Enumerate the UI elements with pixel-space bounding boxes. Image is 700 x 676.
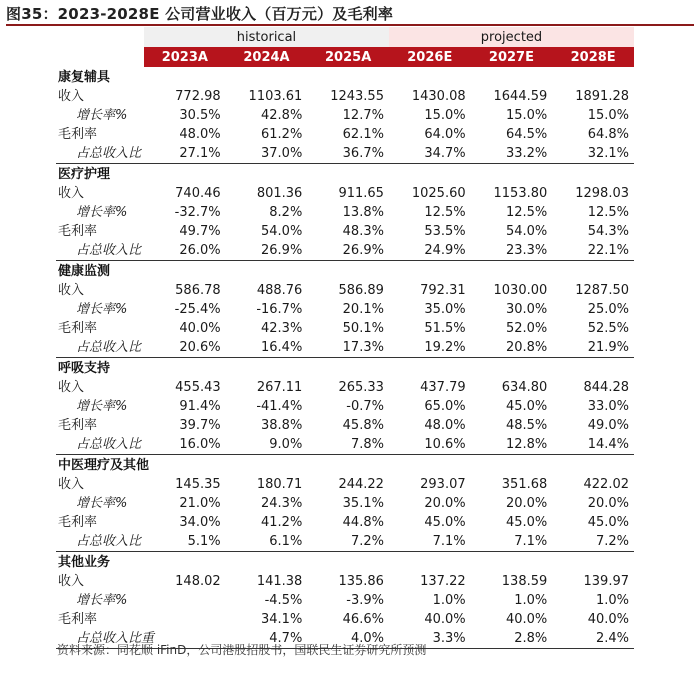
value-cell: 7.1% bbox=[514, 534, 548, 549]
blank-cell bbox=[307, 358, 389, 379]
table-row bbox=[56, 222, 634, 241]
value-cell: 46.6% bbox=[342, 612, 384, 627]
table-row bbox=[56, 591, 634, 610]
row-label: 占总收入比 bbox=[76, 534, 142, 549]
value-cell bbox=[144, 591, 226, 610]
value-cell: 141.38 bbox=[256, 574, 303, 589]
value-cell: 41.2% bbox=[261, 515, 303, 530]
year-header: 2023A bbox=[144, 47, 226, 67]
value-cell: 45.0% bbox=[424, 515, 466, 530]
row-label: 占总收入比重 bbox=[56, 629, 144, 649]
value-cell: 267.11 bbox=[256, 380, 303, 395]
value-cell: 14.4% bbox=[587, 437, 629, 452]
row-label: 收入 bbox=[58, 380, 85, 395]
blank-cell bbox=[552, 261, 634, 282]
blank-cell bbox=[471, 164, 553, 185]
section-title: 中医理疗及其他 bbox=[56, 455, 144, 476]
value-cell: 586.89 bbox=[338, 283, 384, 298]
figure-title: 图35：2023-2028E 公司营业收入（百万元）及毛利率 bbox=[6, 5, 394, 23]
section-header-row bbox=[56, 67, 634, 87]
historical-label: historical bbox=[144, 27, 389, 47]
row-label: 毛利率 bbox=[58, 321, 98, 336]
section-title: 康复辅具 bbox=[58, 69, 111, 85]
table-row bbox=[56, 338, 634, 358]
value-cell: 12.5% bbox=[587, 205, 629, 220]
value-cell: 20.8% bbox=[505, 340, 548, 355]
table-row bbox=[56, 494, 634, 513]
blank-cell bbox=[471, 261, 553, 282]
value-cell: 9.0% bbox=[269, 437, 303, 452]
table-row bbox=[56, 532, 634, 552]
blank-cell bbox=[307, 261, 389, 282]
value-cell: 12.5% bbox=[424, 205, 466, 220]
row-label: 增长率% bbox=[76, 205, 128, 220]
year-header-row bbox=[56, 47, 634, 67]
value-cell: 48.3% bbox=[342, 224, 384, 239]
table-row bbox=[56, 125, 634, 144]
value-cell: 801.36 bbox=[256, 186, 303, 201]
value-cell: 20.0% bbox=[424, 496, 466, 511]
value-cell: 145.35 bbox=[175, 477, 221, 492]
value-cell: 1153.80 bbox=[493, 186, 548, 201]
value-cell: 42.8% bbox=[261, 108, 303, 123]
value-cell: 21.9% bbox=[587, 340, 629, 355]
value-cell: 48.0% bbox=[424, 418, 466, 433]
value-cell: 42.3% bbox=[261, 321, 303, 336]
value-cell: 1891.28 bbox=[575, 89, 629, 104]
value-cell: 137.22 bbox=[420, 574, 466, 589]
section-header-row bbox=[56, 164, 634, 185]
blank-cell bbox=[144, 358, 226, 379]
row-label: 增长率% bbox=[76, 593, 128, 608]
blank-cell bbox=[144, 552, 226, 573]
row-label: 毛利率 bbox=[58, 127, 98, 142]
value-cell: -4.5% bbox=[264, 593, 303, 608]
value-cell: 54.0% bbox=[261, 224, 303, 239]
value-cell: 437.79 bbox=[420, 380, 466, 395]
section-title: 其他业务 bbox=[56, 552, 144, 573]
value-cell: 1030.00 bbox=[493, 283, 548, 298]
value-cell: 23.3% bbox=[505, 243, 548, 258]
blank-cell bbox=[389, 164, 471, 185]
blank-cell bbox=[226, 358, 308, 379]
blank-cell bbox=[226, 164, 308, 185]
blank-cell bbox=[552, 552, 634, 573]
row-label: 收入 bbox=[58, 477, 85, 492]
value-cell: 53.5% bbox=[424, 224, 466, 239]
value-cell: 4.7% bbox=[226, 629, 308, 649]
value-cell: 20.6% bbox=[179, 340, 221, 355]
value-cell: 64.8% bbox=[587, 127, 629, 142]
blank-cell bbox=[389, 358, 471, 379]
value-cell: 3.3% bbox=[389, 629, 471, 649]
value-cell: 265.33 bbox=[338, 380, 384, 395]
value-cell: 48.0% bbox=[179, 127, 221, 142]
table-body bbox=[56, 67, 634, 649]
value-cell: 7.1% bbox=[432, 534, 466, 549]
value-cell: -16.7% bbox=[256, 302, 303, 317]
row-label: 收入 bbox=[58, 186, 85, 201]
period-group-row bbox=[56, 27, 634, 47]
value-cell: 25.0% bbox=[587, 302, 629, 317]
value-cell: 2.4% bbox=[552, 629, 634, 649]
table-row bbox=[56, 610, 634, 629]
section-header-row bbox=[56, 358, 634, 379]
blank-cell bbox=[144, 67, 226, 87]
value-cell: 54.0% bbox=[505, 224, 548, 239]
value-cell: -0.7% bbox=[346, 399, 384, 414]
blank-cell bbox=[56, 47, 144, 67]
source-note: 资料来源：同花顺 iFinD，公司港股招股书，国联民生证券研究所预测 bbox=[57, 643, 427, 657]
value-cell: 7.2% bbox=[595, 534, 629, 549]
value-cell: 844.28 bbox=[583, 380, 629, 395]
blank-cell bbox=[226, 67, 308, 87]
value-cell: 49.7% bbox=[179, 224, 221, 239]
table-row bbox=[56, 416, 634, 435]
value-cell: 38.8% bbox=[261, 418, 303, 433]
value-cell: 586.78 bbox=[175, 283, 221, 298]
value-cell: 7.2% bbox=[350, 534, 384, 549]
value-cell: 40.0% bbox=[179, 321, 221, 336]
value-cell: 7.8% bbox=[350, 437, 384, 452]
value-cell: 12.8% bbox=[505, 437, 548, 452]
value-cell: 20.0% bbox=[505, 496, 548, 511]
table-row bbox=[56, 572, 634, 591]
value-cell: 422.02 bbox=[583, 477, 629, 492]
value-cell: 62.1% bbox=[342, 127, 384, 142]
value-cell: 634.80 bbox=[501, 380, 548, 395]
value-cell: 48.5% bbox=[505, 418, 548, 433]
value-cell: 1644.59 bbox=[493, 89, 548, 104]
value-cell: 16.0% bbox=[179, 437, 221, 452]
blank-cell bbox=[471, 67, 553, 87]
value-cell: 1430.08 bbox=[411, 89, 466, 104]
value-cell: 17.3% bbox=[342, 340, 384, 355]
blank-cell bbox=[552, 358, 634, 379]
section-header-row bbox=[56, 552, 634, 573]
value-cell: 20.1% bbox=[342, 302, 384, 317]
value-cell: 455.43 bbox=[175, 380, 221, 395]
value-cell: -25.4% bbox=[174, 302, 221, 317]
value-cell: 91.4% bbox=[179, 399, 221, 414]
year-header: 2024A bbox=[226, 47, 308, 67]
table-row bbox=[56, 87, 634, 106]
value-cell: 65.0% bbox=[424, 399, 466, 414]
value-cell: 12.5% bbox=[505, 205, 548, 220]
value-cell: 45.0% bbox=[587, 515, 629, 530]
section-title: 健康监测 bbox=[56, 261, 144, 282]
value-cell: 740.46 bbox=[175, 186, 221, 201]
blank-cell bbox=[471, 455, 553, 476]
blank-cell bbox=[552, 67, 634, 87]
blank-cell bbox=[389, 455, 471, 476]
blank-cell bbox=[552, 455, 634, 476]
value-cell: 1298.03 bbox=[575, 186, 629, 201]
table-row bbox=[56, 300, 634, 319]
title-rule bbox=[6, 24, 694, 26]
value-cell: 135.86 bbox=[338, 574, 384, 589]
value-cell: 138.59 bbox=[501, 574, 548, 589]
year-header: 2025A bbox=[307, 47, 389, 67]
section-header-row bbox=[56, 455, 634, 476]
table-row bbox=[56, 319, 634, 338]
value-cell: 1025.60 bbox=[411, 186, 466, 201]
value-cell: 488.76 bbox=[256, 283, 303, 298]
blank-cell bbox=[226, 455, 308, 476]
value-cell: -32.7% bbox=[174, 205, 221, 220]
value-cell: 148.02 bbox=[175, 574, 221, 589]
value-cell: 64.5% bbox=[505, 127, 548, 142]
row-label: 占总收入比 bbox=[76, 243, 142, 258]
value-cell: -41.4% bbox=[256, 399, 303, 414]
value-cell: 40.0% bbox=[424, 612, 466, 627]
value-cell: 44.8% bbox=[342, 515, 384, 530]
year-header: 2026E bbox=[389, 47, 471, 67]
blank-cell bbox=[144, 455, 226, 476]
value-cell: 293.07 bbox=[420, 477, 466, 492]
row-label: 增长率% bbox=[76, 108, 128, 123]
value-cell: 45.0% bbox=[505, 515, 548, 530]
table-row bbox=[56, 378, 634, 397]
value-cell: 45.0% bbox=[505, 399, 548, 414]
value-cell: 27.1% bbox=[179, 146, 221, 161]
value-cell: 54.3% bbox=[587, 224, 629, 239]
table-row bbox=[56, 106, 634, 125]
value-cell: 180.71 bbox=[256, 477, 303, 492]
value-cell: 61.2% bbox=[261, 127, 303, 142]
blank-cell bbox=[471, 358, 553, 379]
blank-cell bbox=[144, 164, 226, 185]
value-cell: 24.9% bbox=[424, 243, 466, 258]
value-cell: 35.1% bbox=[342, 496, 384, 511]
value-cell: 36.7% bbox=[342, 146, 384, 161]
value-cell: 51.5% bbox=[424, 321, 466, 336]
table-row bbox=[56, 184, 634, 203]
projected-label: projected bbox=[389, 27, 634, 47]
row-label: 占总收入比 bbox=[76, 437, 142, 452]
value-cell: 1287.50 bbox=[575, 283, 629, 298]
table-row bbox=[56, 203, 634, 222]
value-cell: 16.4% bbox=[261, 340, 303, 355]
row-label: 收入 bbox=[58, 574, 85, 589]
row-label: 占总收入比 bbox=[76, 340, 142, 355]
value-cell: 15.0% bbox=[424, 108, 466, 123]
value-cell: 26.0% bbox=[179, 243, 221, 258]
row-label: 收入 bbox=[58, 89, 85, 104]
row-label: 占总收入比 bbox=[76, 146, 142, 161]
blank-cell bbox=[389, 67, 471, 87]
value-cell: 45.8% bbox=[342, 418, 384, 433]
table-row bbox=[56, 475, 634, 494]
value-cell: 911.65 bbox=[338, 186, 384, 201]
value-cell: 13.8% bbox=[342, 205, 384, 220]
blank-cell bbox=[471, 552, 553, 573]
blank-cell bbox=[307, 552, 389, 573]
value-cell: 5.1% bbox=[187, 534, 221, 549]
value-cell: 34.7% bbox=[424, 146, 466, 161]
value-cell: 26.9% bbox=[261, 243, 303, 258]
blank-cell bbox=[389, 261, 471, 282]
value-cell: 33.0% bbox=[587, 399, 629, 414]
value-cell: 19.2% bbox=[424, 340, 466, 355]
row-label: 毛利率 bbox=[58, 612, 98, 627]
value-cell: 34.0% bbox=[179, 515, 221, 530]
blank-cell bbox=[144, 261, 226, 282]
blank-cell bbox=[307, 164, 389, 185]
table-row bbox=[56, 435, 634, 455]
row-label: 增长率% bbox=[76, 399, 128, 414]
value-cell: 49.0% bbox=[587, 418, 629, 433]
table-row bbox=[56, 241, 634, 261]
value-cell: 6.1% bbox=[269, 534, 303, 549]
value-cell: 64.0% bbox=[424, 127, 466, 142]
value-cell: 15.0% bbox=[505, 108, 548, 123]
value-cell: 22.1% bbox=[587, 243, 629, 258]
value-cell: 1243.55 bbox=[330, 89, 384, 104]
value-cell bbox=[144, 610, 226, 629]
row-label: 毛利率 bbox=[58, 515, 98, 530]
value-cell: 792.31 bbox=[420, 283, 466, 298]
row-label: 毛利率 bbox=[58, 224, 98, 239]
value-cell: 1103.61 bbox=[248, 89, 303, 104]
value-cell: 244.22 bbox=[338, 477, 384, 492]
row-label: 收入 bbox=[58, 283, 85, 298]
blank-cell bbox=[307, 455, 389, 476]
value-cell: 12.7% bbox=[342, 108, 384, 123]
section-header-row bbox=[56, 261, 634, 282]
value-cell: 30.5% bbox=[179, 108, 221, 123]
financial-table bbox=[56, 27, 634, 649]
value-cell: 40.0% bbox=[505, 612, 548, 627]
value-cell: 50.1% bbox=[342, 321, 384, 336]
value-cell: 2.8% bbox=[471, 629, 553, 649]
value-cell: 1.0% bbox=[595, 593, 629, 608]
row-label: 毛利率 bbox=[58, 418, 98, 433]
value-cell: 33.2% bbox=[505, 146, 548, 161]
year-header: 2028E bbox=[552, 47, 634, 67]
section-title: 呼吸支持 bbox=[56, 358, 144, 379]
value-cell: 139.97 bbox=[583, 574, 629, 589]
value-cell: 52.0% bbox=[505, 321, 548, 336]
value-cell: 4.0% bbox=[307, 629, 389, 649]
blank-cell bbox=[389, 552, 471, 573]
value-cell: 40.0% bbox=[587, 612, 629, 627]
value-cell: 21.0% bbox=[179, 496, 221, 511]
value-cell: 1.0% bbox=[514, 593, 548, 608]
value-cell: 37.0% bbox=[261, 146, 303, 161]
value-cell: 20.0% bbox=[587, 496, 629, 511]
value-cell: 52.5% bbox=[587, 321, 629, 336]
value-cell: 772.98 bbox=[175, 89, 221, 104]
value-cell: 32.1% bbox=[587, 146, 629, 161]
value-cell: -3.9% bbox=[346, 593, 384, 608]
blank-cell bbox=[56, 27, 144, 47]
value-cell: 26.9% bbox=[342, 243, 384, 258]
blank-cell bbox=[226, 552, 308, 573]
blank-cell bbox=[226, 261, 308, 282]
value-cell: 34.1% bbox=[261, 612, 303, 627]
value-cell: 15.0% bbox=[587, 108, 629, 123]
row-label: 增长率% bbox=[76, 302, 128, 317]
value-cell: 24.3% bbox=[261, 496, 303, 511]
blank-cell bbox=[552, 164, 634, 185]
value-cell: 39.7% bbox=[179, 418, 221, 433]
value-cell: 10.6% bbox=[424, 437, 466, 452]
row-label: 增长率% bbox=[76, 496, 128, 511]
table-row bbox=[56, 144, 634, 164]
value-cell: 8.2% bbox=[269, 205, 303, 220]
section-title: 医疗护理 bbox=[56, 164, 144, 185]
value-cell: 30.0% bbox=[505, 302, 548, 317]
year-header: 2027E bbox=[471, 47, 553, 67]
table-row bbox=[56, 397, 634, 416]
value-cell: 351.68 bbox=[501, 477, 548, 492]
table-row bbox=[56, 513, 634, 532]
blank-cell bbox=[307, 67, 389, 87]
value-cell: 35.0% bbox=[424, 302, 466, 317]
value-cell: 1.0% bbox=[432, 593, 466, 608]
table-row bbox=[56, 281, 634, 300]
